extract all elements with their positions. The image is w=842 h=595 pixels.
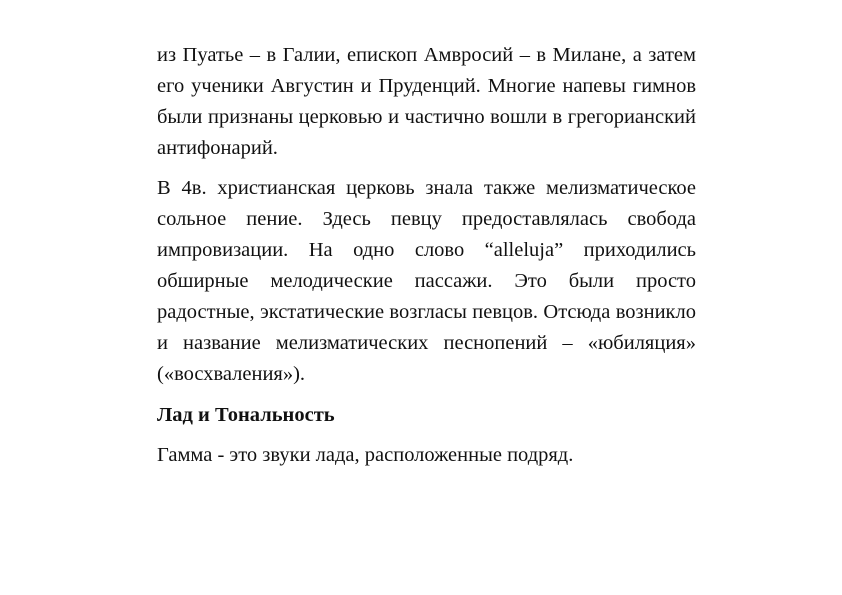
section-heading: Лад и Тональность <box>157 404 335 426</box>
paragraph-hymns: из Пуатье – в Галии, епископ Амвросий – в Милане, а затем его ученики Августин и Пруденций. Многие напевы гимнов были признаны церковью и частично вошли в грегорианский антифонарий. <box>157 44 696 159</box>
document-page <box>157 40 696 471</box>
paragraph-scale-definition: Гамма - это звуки лада, расположенные подряд. <box>157 444 574 466</box>
paragraph-melismatic-singing: В 4в. христианская церковь знала также мелизматическое сольное пение. Здесь певцу предоставлялась свобода импровизации. На одно слово “alleluja” приходились обширные мелодические пассажи. Это были просто радостные, экстатические возгласы певцов. Отсюда возникло и название мелизматических песнопений – «юбиляция» («восхваления»). <box>157 177 696 385</box>
